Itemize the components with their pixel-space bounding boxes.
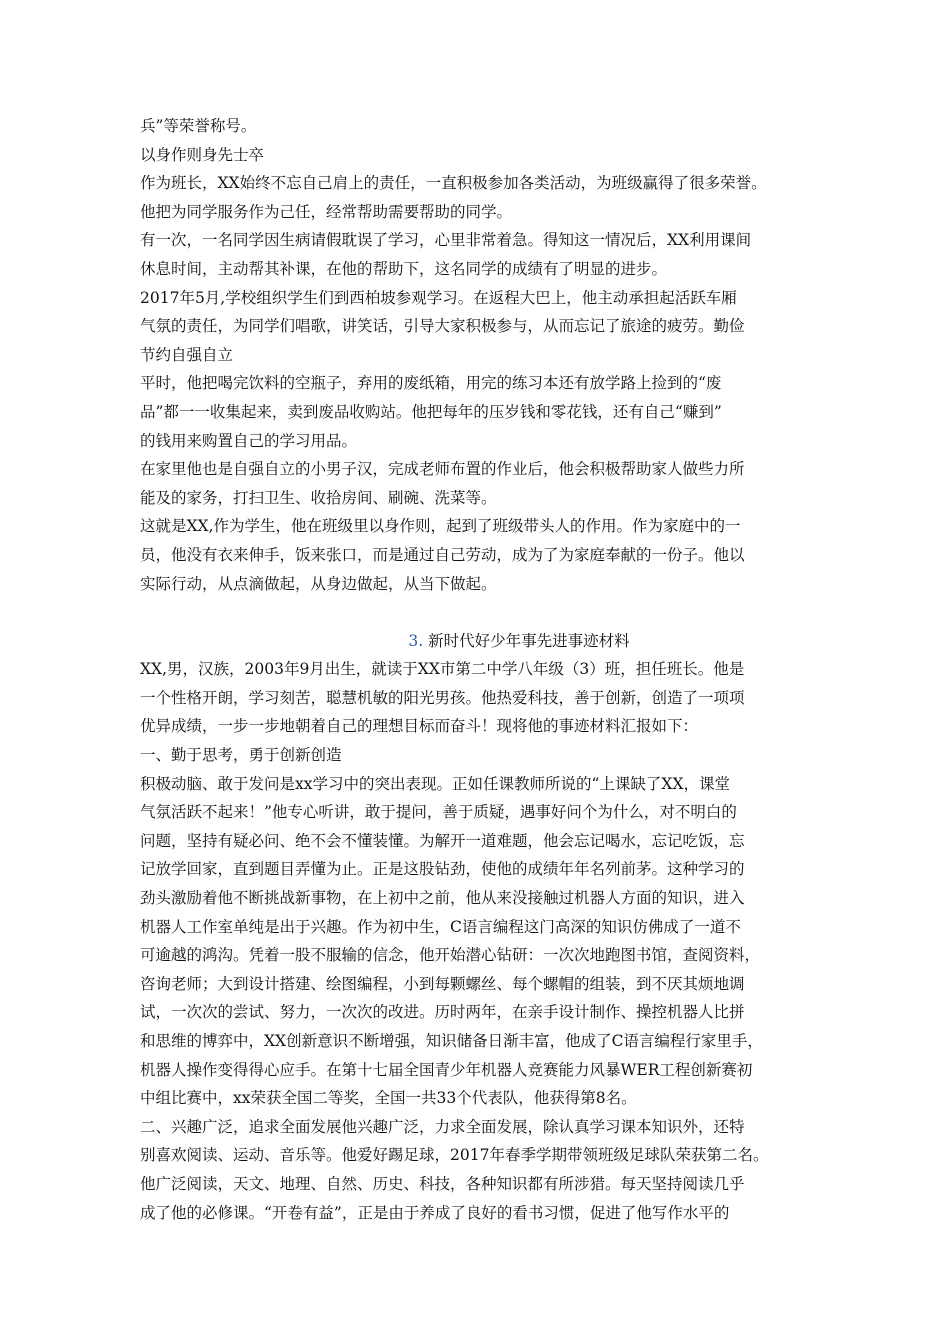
document-body [140, 112, 820, 1227]
text-line: 积极动脑、敢于发问是xx学习中的突出表现。正如任课教师所说的“上课缺了XX，课堂 [140, 774, 730, 793]
text-line: 试，一次次的尝试、努力，一次次的改进。历时两年，在亲手设计制作、操控机器人比拼 [140, 1003, 745, 1022]
section-2-text [140, 655, 820, 1227]
text-line: 的钱用来购置自己的学习用品。 [140, 431, 358, 450]
text-line: 优异成绩，一步一步地朝着自己的理想目标而奋斗！现将他的事迹材料汇报如下： [140, 717, 699, 736]
text-line: 2017年5月,学校组织学生们到西柏坡参观学习。在返程大巴上，他主动承担起活跃车厢 [140, 288, 737, 307]
text-line: 平时，他把喝完饮料的空瓶子，弃用的废纸箱，用完的练习本还有放学路上捡到的“废 [140, 374, 722, 393]
text-line: 有一次，一名同学因生病请假耽误了学习，心里非常着急。得知这一情况后，XX利用课间 [140, 231, 752, 250]
text-line: 能及的家务，打扫卫生、收拾房间、刷碗、洗菜等。 [140, 488, 497, 507]
text-line: 品”都一一收集起来，卖到废品收购站。他把每年的压岁钱和零花钱，还有自己“赚到” [140, 402, 722, 421]
heading-number: 3. [408, 631, 424, 650]
text-line: 记放学回家，直到题目弄懂为止。正是这股钻劲，使他的成绩年年名列前茅。这种学习的 [140, 860, 745, 879]
text-line: 可逾越的鸿沟。凭着一股不服输的信念，他开始潜心钻研：一次次地跑图书馆，查阅资料， [140, 946, 761, 965]
text-line: XX,男，汉族，2003年9月出生，就读于XX市第二中学八年级（3）班，担任班长。他是 [140, 660, 745, 679]
text-line: 休息时间，主动帮其补课，在他的帮助下，这名同学的成绩有了明显的进步。 [140, 259, 668, 278]
section-heading [218, 627, 820, 656]
text-line: 员，他没有衣来伸手，饭来张口，而是通过自己劳动，成为了为家庭奉献的一份子。他以 [140, 545, 745, 564]
text-line: 中组比赛中，xx荣获全国二等奖，全国一共33个代表队，他获得第8名。 [140, 1089, 637, 1108]
text-line: 机器人操作变得得心应手。在第十七届全国青少年机器人竞赛能力风暴WER工程创新赛初 [140, 1060, 753, 1079]
text-line: 作为班长，XX始终不忘自己肩上的责任，一直积极参加各类活动，为班级赢得了很多荣誉。 [140, 174, 767, 193]
heading-title: 新时代好少年事先进事迹材料 [428, 631, 630, 650]
text-line: 这就是XX,作为学生，他在班级里以身作则，起到了班级带头人的作用。作为家庭中的一 [140, 517, 741, 536]
text-line: 兵”等荣誉称号。 [140, 117, 257, 135]
text-line: 他把为同学服务作为己任，经常帮助需要帮助的同学。 [140, 202, 513, 221]
text-line: 节约自强自立 [140, 345, 234, 364]
text-line: 实际行动，从点滴做起，从身边做起，从当下做起。 [140, 574, 497, 593]
text-line: 一、勤于思考，勇于创新创造 [140, 746, 342, 765]
text-line: 以身作则身先士卒 [140, 145, 265, 164]
section-1-text [140, 112, 820, 598]
text-line: 问题，坚持有疑必问、绝不会不懂装懂。为解开一道难题，他会忘记喝水，忘记吃饭，忘 [140, 831, 745, 850]
text-line: 咨询老师；大到设计搭建、绘图编程，小到每颗螺丝、每个螺帽的组装，到不厌其烦地调 [140, 974, 745, 993]
text-line: 和思维的博弈中，XX创新意识不断增强，知识储备日渐丰富，他成了C语言编程行家里手， [140, 1032, 763, 1050]
section-gap [140, 598, 820, 627]
text-line: 机器人工作室单纯是出于兴趣。作为初中生，C语言编程这门高深的知识仿佛成了一道不 [140, 917, 741, 936]
text-line: 别喜欢阅读、运动、音乐等。他爱好踢足球，2017年春季学期带领班级足球队荣获第二名。 [140, 1146, 769, 1165]
text-line: 气氛的责任，为同学们唱歌，讲笑话，引导大家积极参与，从而忘记了旅途的疲劳。勤俭 [140, 317, 745, 336]
text-line: 二、兴趣广泛，追求全面发展他兴趣广泛，力求全面发展，除认真学习课本知识外，还特 [140, 1117, 745, 1136]
text-line: 在家里他也是自强自立的小男子汉，完成老师布置的作业后，他会积极帮助家人做些力所 [140, 460, 745, 479]
text-line: 气氛活跃不起来！”他专心听讲，敢于提问，善于质疑，遇事好问个为什么，对不明白的 [140, 803, 737, 822]
text-line: 成了他的必修课。“开卷有益”，正是由于养成了良好的看书习惯，促进了他写作水平的 [140, 1203, 730, 1222]
text-line: 一个性格开朗，学习刻苦，聪慧机敏的阳光男孩。他热爱科技，善于创新，创造了一项项 [140, 688, 745, 707]
text-line: 劲头激励着他不断挑战新事物，在上初中之前，他从来没接触过机器人方面的知识，进入 [140, 889, 745, 908]
text-line: 他广泛阅读，天文、地理、自然、历史、科技，各种知识都有所涉猎。每天坚持阅读几乎 [140, 1174, 745, 1193]
